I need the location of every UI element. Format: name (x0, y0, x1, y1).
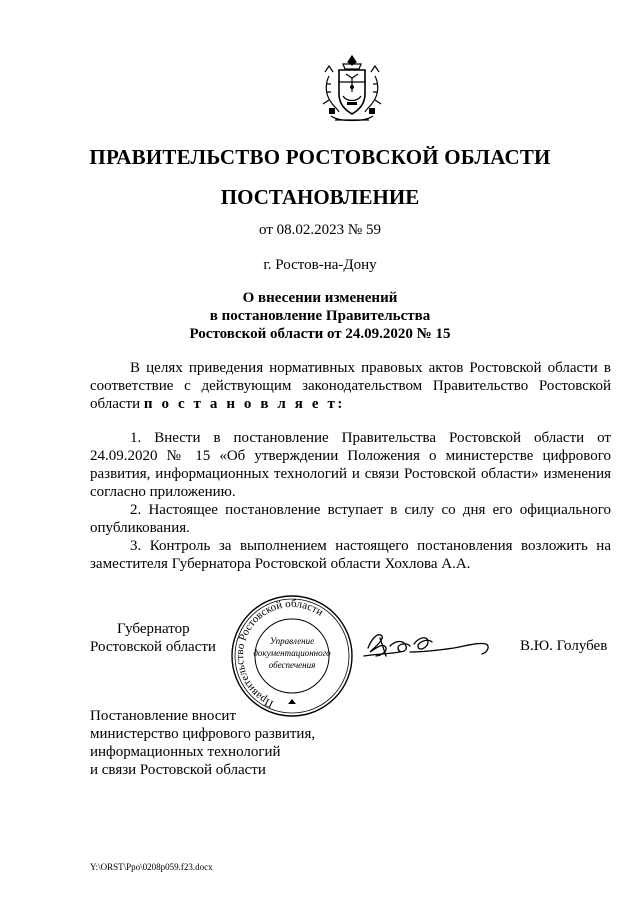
decree-items (90, 429, 611, 573)
decree-item: 1. Внести в постановление Правительства Ростовской области от 24.09.2020 № 15 «Об утверждении Положения о министерстве цифрового развития, информационных технологий и связи Ростовской области» изменения согласно приложению. (90, 430, 611, 500)
document-date-number: от 08.02.2023 № 59 (259, 222, 381, 238)
introduced-line: министерство цифрового развития, (90, 726, 316, 742)
position-line: Губернатор (117, 621, 190, 637)
government-title: ПРАВИТЕЛЬСТВО РОСТОВСКОЙ ОБЛАСТИ (89, 145, 551, 169)
preamble-text: В целях приведения нормативных правовых актов Ростовской области в соответствие с действующим законодательством Правительство Ростовской области (90, 360, 611, 412)
stamp-inner-text: документационного (253, 648, 331, 658)
stamp-inner-text: обеспечения (268, 660, 316, 670)
subject-line: Ростовской области от 24.09.2020 № 15 (189, 326, 451, 342)
preamble (90, 359, 611, 413)
subject-line: в постановление Правительства (209, 308, 431, 324)
position-line: Ростовской области (90, 639, 216, 655)
signatory-position (90, 620, 216, 656)
introduced-line: и связи Ростовской области (90, 762, 266, 778)
stamp-outer-text: Правительство Ростовской области (234, 597, 326, 710)
coat-of-arms-icon (319, 54, 385, 126)
subject-line: О внесении изменений (242, 290, 398, 306)
handwritten-signature-icon (362, 626, 492, 664)
stamp-inner-text: Управление (269, 636, 315, 646)
document-type: ПОСТАНОВЛЕНИЕ (220, 185, 420, 209)
decree-item: 3. Контроль за выполнением настоящего постановления возложить на заместителя Губернатора Ростовской области Хохлова А.А. (90, 538, 611, 572)
decree-word: п о с т а н о в л я е т: (143, 396, 346, 412)
signatory-name: В.Ю. Голубев (520, 638, 608, 654)
introduced-by (90, 707, 315, 779)
official-stamp (228, 592, 356, 717)
document-subject (0, 289, 640, 343)
decree-item: 2. Настоящее постановление вступает в силу со дня его официального опубликования. (90, 502, 611, 536)
file-path: Y:\ORST\Ppo\0208p059.f23.docx (90, 862, 213, 872)
document-city: г. Ростов-на-Дону (263, 257, 377, 273)
introduced-line: Постановление вносит (90, 708, 237, 724)
introduced-line: информационных технологий (90, 744, 281, 760)
